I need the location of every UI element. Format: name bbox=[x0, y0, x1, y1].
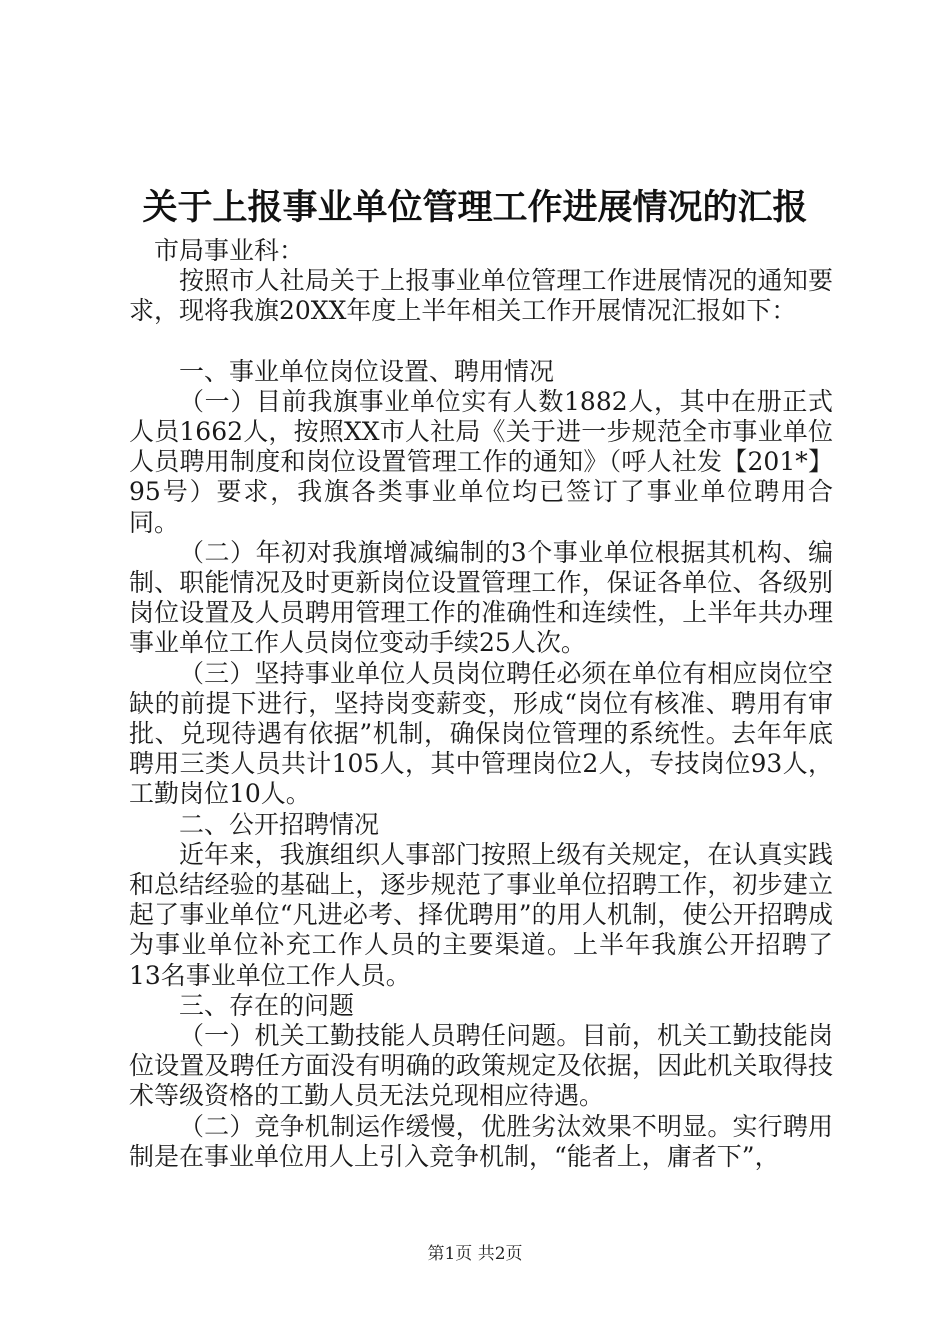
section-heading-1: 一、事业单位岗位设置、聘用情况 bbox=[179, 356, 555, 386]
page-number-footer: 第1页 共2页 bbox=[427, 1244, 523, 1264]
paragraph-1-2: （二）年初对我旗增减编制的3个事业单位根据其机构、编制、职能情况及时更新岗位设置管理工作，保证各单位、各级别岗位设置及人员聘用管理工作的准确性和连续性，上半年共办理事业单位工作人员岗位变动手续25人次。 bbox=[129, 537, 833, 658]
paragraph-1-1: （一）目前我旗事业单位实有人数1882人，其中在册正式人员1662人，按照XX市人社局《关于进一步规范全市事业单位人员聘用制度和岗位设置管理工作的通知》（呼人社发【201*】95号）要求，我旗各类事业单位均已签订了事业单位聘用合同。 bbox=[129, 386, 833, 537]
paragraph-1-3: （三）坚持事业单位人员岗位聘任必须在单位有相应岗位空缺的前提下进行，坚持岗变薪变，形成“岗位有核准、聘用有审批、兑现待遇有依据”机制，确保岗位管理的系统性。去年年底聘用三类人员共计105人，其中管理岗位2人，专技岗位93人，工勤岗位10人。 bbox=[129, 658, 833, 809]
intro-paragraph: 按照市人社局关于上报事业单位管理工作进展情况的通知要求，现将我旗20XX年度上半年相关工作开展情况汇报如下： bbox=[129, 266, 833, 326]
paragraph-3-2: （二）竞争机制运作缓慢，优胜劣汰效果不明显。实行聘用制是在事业单位用人上引入竞争机制，“能者上，庸者下”， bbox=[129, 1111, 833, 1171]
section-heading-2: 二、公开招聘情况 bbox=[179, 809, 380, 839]
document-body bbox=[129, 236, 833, 1172]
page-title: 关于上报事业单位管理工作进展情况的汇报 bbox=[142, 187, 808, 228]
section-heading-3: 三、存在的问题 bbox=[179, 990, 355, 1020]
salutation: 市局事业科： bbox=[154, 236, 305, 265]
paragraph-2: 近年来，我旗组织人事部门按照上级有关规定，在认真实践和总结经验的基础上，逐步规范了事业单位招聘工作，初步建立起了事业单位“凡进必考、择优聘用”的用人机制，使公开招聘成为事业单位补充工作人员的主要渠道。上半年我旗公开招聘了13名事业单位工作人员。 bbox=[129, 839, 833, 990]
paragraph-3-1: （一）机关工勤技能人员聘任问题。目前，机关工勤技能岗位设置及聘任方面没有明确的政策规定及依据，因此机关取得技术等级资格的工勤人员无法兑现相应待遇。 bbox=[129, 1021, 833, 1111]
